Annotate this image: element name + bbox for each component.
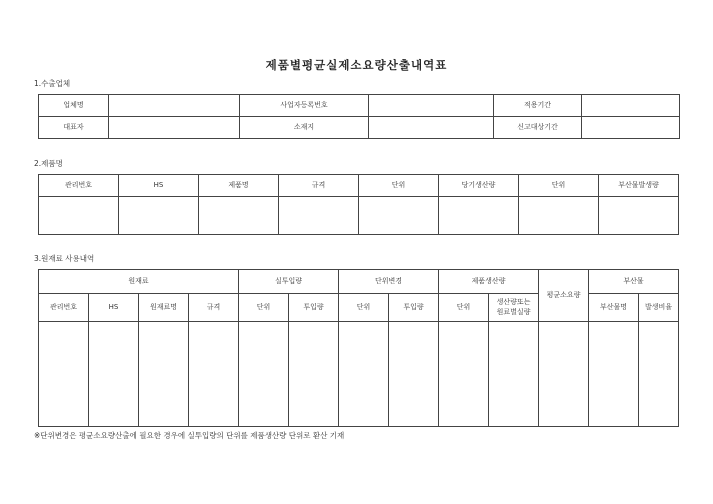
business-reg-no-label: 사업자등록번호 <box>240 95 369 117</box>
header-unit: 단위 <box>359 175 439 197</box>
header-output-line1: 생산량또는 <box>496 298 531 307</box>
material-table <box>38 269 679 427</box>
cell-changed-input[interactable] <box>389 322 439 427</box>
header-period-output: 당기생산량 <box>439 175 519 197</box>
product-table <box>38 174 679 235</box>
cell-input-amount[interactable] <box>289 322 339 427</box>
group-actual-input: 실투입량 <box>239 270 339 294</box>
header-mgmt-no: 관리번호 <box>39 294 89 322</box>
table-row <box>39 197 679 235</box>
header-occurrence-ratio: 발생비율 <box>639 294 679 322</box>
cell-changed-unit[interactable] <box>339 322 389 427</box>
cell-product-name[interactable] <box>199 197 279 235</box>
table-row <box>39 95 680 117</box>
representative-label: 대표자 <box>39 117 109 139</box>
applicable-period-value[interactable] <box>582 95 680 117</box>
address-value[interactable] <box>369 117 494 139</box>
cell-unit-2[interactable] <box>519 197 599 235</box>
report-period-label: 신고대상기간 <box>494 117 582 139</box>
header-output-amount <box>489 294 539 322</box>
cell-avg-required[interactable] <box>539 322 589 427</box>
table-row <box>39 117 680 139</box>
group-avg-required: 평균소요량 <box>539 270 589 322</box>
applicable-period-label: 적용기간 <box>494 95 582 117</box>
cell-period-output[interactable] <box>439 197 519 235</box>
header-output-unit: 단위 <box>439 294 489 322</box>
group-byproduct: 부산물 <box>589 270 679 294</box>
header-spec: 규격 <box>279 175 359 197</box>
cell-spec[interactable] <box>279 197 359 235</box>
header-output-line2: 원료별실량 <box>496 307 531 316</box>
cell-unit[interactable] <box>359 197 439 235</box>
cell-spec[interactable] <box>189 322 239 427</box>
business-reg-no-value[interactable] <box>369 95 494 117</box>
cell-input-unit[interactable] <box>239 322 289 427</box>
header-input-unit: 단위 <box>239 294 289 322</box>
table-row <box>39 322 679 427</box>
cell-byproduct-amount[interactable] <box>599 197 679 235</box>
company-name-value[interactable] <box>109 95 240 117</box>
cell-occurrence-ratio[interactable] <box>639 322 679 427</box>
group-unit-change: 단위변경 <box>339 270 439 294</box>
report-period-value[interactable] <box>582 117 680 139</box>
section-product-label: 2.제품명 <box>34 159 63 168</box>
group-product-output: 제품생산량 <box>439 270 539 294</box>
header-material-name: 원재료명 <box>139 294 189 322</box>
header-product-name: 제품명 <box>199 175 279 197</box>
header-hs: HS <box>89 294 139 322</box>
section-material-label: 3.원재료 사용내역 <box>34 254 95 263</box>
company-name-label: 업체명 <box>39 95 109 117</box>
table-row <box>39 270 679 294</box>
cell-hs[interactable] <box>119 197 199 235</box>
header-byproduct-amount: 부산물발생량 <box>599 175 679 197</box>
header-mgmt-no: 관리번호 <box>39 175 119 197</box>
cell-byproduct-name[interactable] <box>589 322 639 427</box>
header-unit-2: 단위 <box>519 175 599 197</box>
page-title: 제품별평균실제소요량산출내역표 <box>265 58 448 72</box>
cell-material-name[interactable] <box>139 322 189 427</box>
header-hs: HS <box>119 175 199 197</box>
cell-mgmt-no[interactable] <box>39 197 119 235</box>
cell-output-amount[interactable] <box>489 322 539 427</box>
cell-mgmt-no[interactable] <box>39 322 89 427</box>
header-changed-unit: 단위 <box>339 294 389 322</box>
header-spec: 규격 <box>189 294 239 322</box>
group-raw-material: 원재료 <box>39 270 239 294</box>
address-label: 소재지 <box>240 117 369 139</box>
section-exporter-label: 1.수출업체 <box>34 79 71 88</box>
footnote: ※단위변경은 평균소요량산출에 필요한 경우에 실투입량의 단위를 제품생산량 단위로 환산 기재 <box>34 431 345 440</box>
table-row <box>39 175 679 197</box>
cell-output-unit[interactable] <box>439 322 489 427</box>
exporter-table <box>38 94 680 139</box>
representative-value[interactable] <box>109 117 240 139</box>
header-byproduct-name: 부산물명 <box>589 294 639 322</box>
cell-hs[interactable] <box>89 322 139 427</box>
header-input-amount: 투입량 <box>289 294 339 322</box>
header-changed-input: 투입량 <box>389 294 439 322</box>
